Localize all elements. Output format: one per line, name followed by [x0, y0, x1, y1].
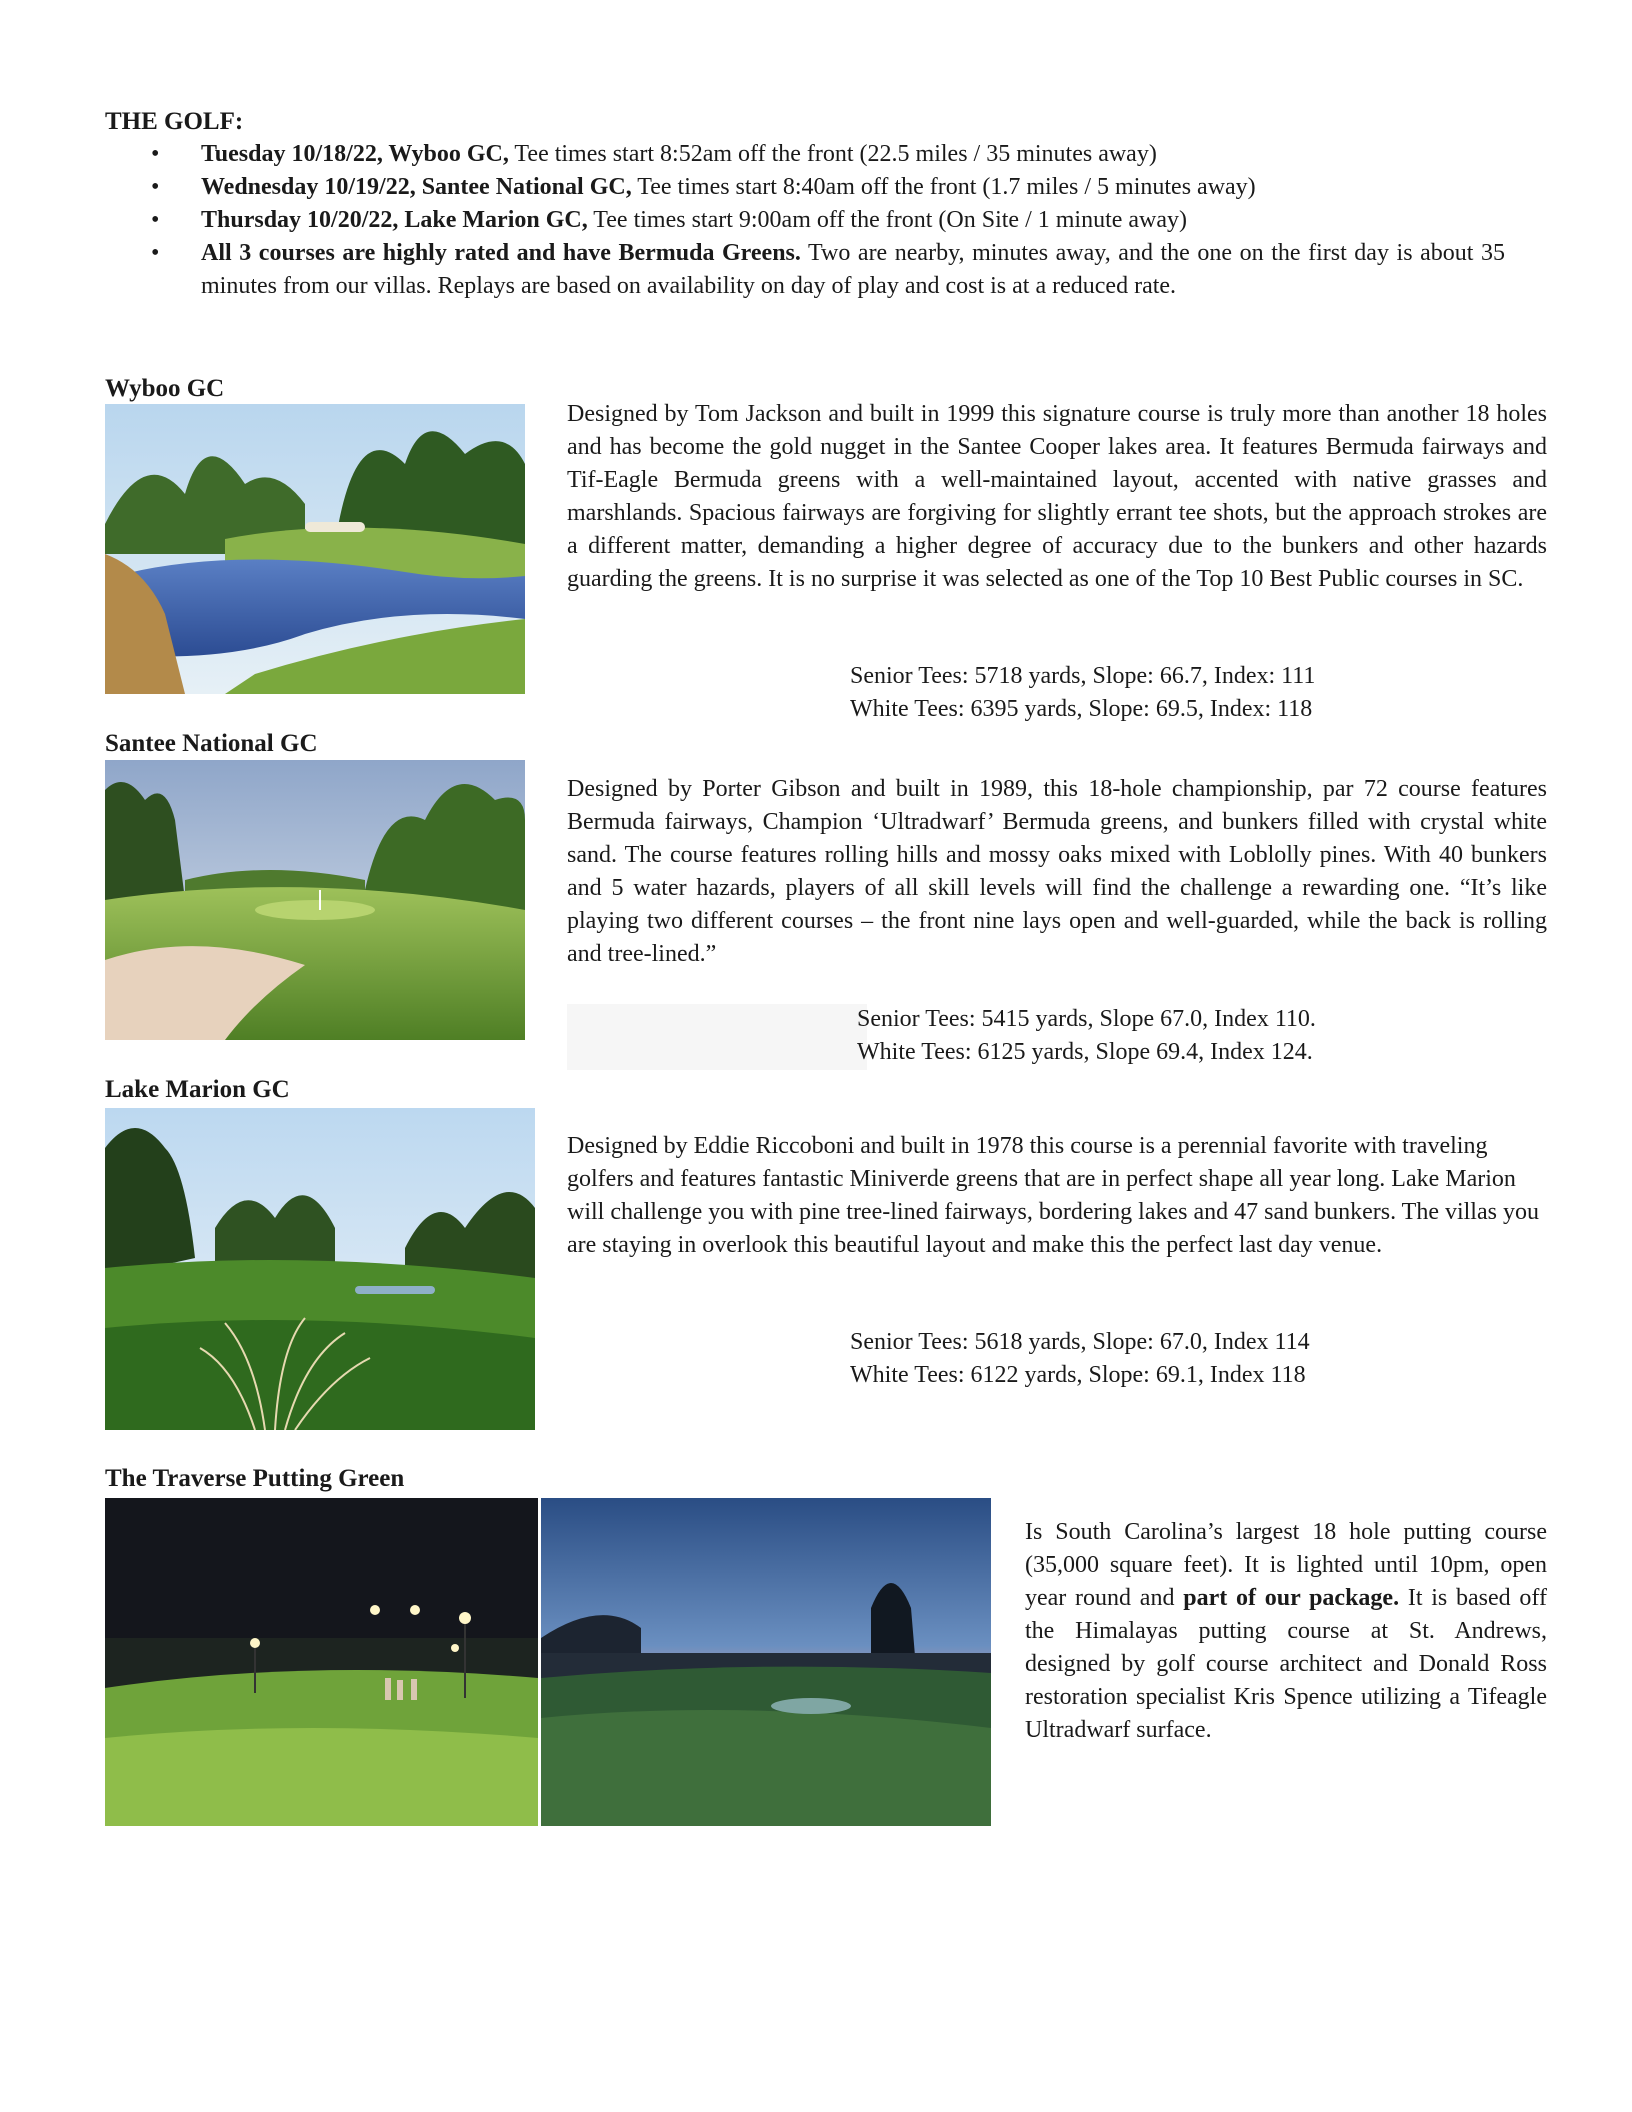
- lake-marion-senior-tees: Senior Tees: 5618 yards, Slope: 67.0, Index 114: [850, 1329, 1310, 1355]
- list-item: • Wednesday 10/19/22, Santee National GC, Tee times start 8:40am off the front (1.7 miles / 5 minutes away): [105, 171, 1505, 204]
- section-title-wyboo: Wyboo GC: [105, 375, 225, 402]
- santee-senior-tees: Senior Tees: 5415 yards, Slope 67.0, Index 110.: [857, 1006, 1316, 1032]
- lake-marion-photo: [105, 1108, 535, 1430]
- santee-white-tees: White Tees: 6125 yards, Slope 69.4, Index 124.: [857, 1039, 1313, 1065]
- schedule-list: [105, 138, 1505, 303]
- santee-description: Designed by Porter Gibson and built in 1989, this 18-hole championship, par 72 course features Bermuda fairways, Champion ‘Ultradwarf’ Bermuda greens, and bunkers filled with crystal white sand. The course features rolling hills and mossy oaks mixed with Loblolly pines. With 40 bunkers and 5 water hazards, players of all skill levels will find the challenge a rewarding one. “It’s like playing two different courses – the front nine lays open and well-guarded, while the back is rolling and tree-lined.”: [567, 776, 1547, 967]
- list-item: • All 3 courses are highly rated and have Bermuda Greens. Two are nearby, minutes away, and the one on the first day is about 35 minutes from our villas. Replays are based on availability on day of play and cost is at a reduced rate.: [105, 237, 1505, 303]
- list-item: • Tuesday 10/18/22, Wyboo GC, Tee times start 8:52am off the front (22.5 miles / 35 minutes away): [105, 138, 1505, 171]
- section-title-traverse: The Traverse Putting Green: [105, 1465, 405, 1492]
- wyboo-white-tees: White Tees: 6395 yards, Slope: 69.5, Index: 118: [850, 696, 1313, 722]
- lake-marion-white-tees: White Tees: 6122 yards, Slope: 69.1, Index 118: [850, 1362, 1306, 1388]
- list-item: • Thursday 10/20/22, Lake Marion GC, Tee times start 9:00am off the front (On Site / 1 minute away): [105, 204, 1505, 237]
- traverse-description: Is South Carolina’s largest 18 hole putting course (35,000 square feet). It is lighted until 10pm, open year round and part of our package. It is based off the Himalayas putting course at St. Andrews, designed by golf course architect and Donald Ross restoration specialist Kris Spence utilizing a Tifeagle Ultradwarf surface.: [1025, 1519, 1547, 1743]
- section-title-lake-marion: Lake Marion GC: [105, 1076, 290, 1103]
- wyboo-photo: [105, 404, 525, 694]
- wyboo-description: Designed by Tom Jackson and built in 1999 this signature course is truly more than another 18 holes and has become the gold nugget in the Santee Cooper lakes area. It features Bermuda fairways and Tif-Eagle Bermuda greens with a well-maintained layout, accented with native grasses and marshlands. Spacious fairways are forgiving for slightly errant tee shots, but the approach strokes are a different matter, demanding a higher degree of accuracy due to the bunkers and other hazards guarding the greens. It is no surprise it was selected as one of the Top 10 Best Public courses in SC.: [567, 401, 1547, 592]
- traverse-sunset-photo: [541, 1498, 991, 1826]
- santee-photo: [105, 760, 525, 1040]
- wyboo-senior-tees: Senior Tees: 5718 yards, Slope: 66.7, Index: 111: [850, 663, 1316, 689]
- section-title-santee: Santee National GC: [105, 730, 318, 757]
- page-heading: THE GOLF:: [105, 108, 244, 135]
- lake-marion-description: Designed by Eddie Riccoboni and built in 1978 this course is a perennial favorite with traveling golfers and features fantastic Miniverde greens that are in perfect shape all year long. Lake Marion will challenge you with pine tree-lined fairways, bordering lakes and 47 sand bunkers. The villas you are staying in overlook this beautiful layout and make this the perfect last day venue.: [567, 1133, 1539, 1258]
- traverse-night-photo: [105, 1498, 538, 1826]
- santee-tees-panel: [567, 1004, 867, 1070]
